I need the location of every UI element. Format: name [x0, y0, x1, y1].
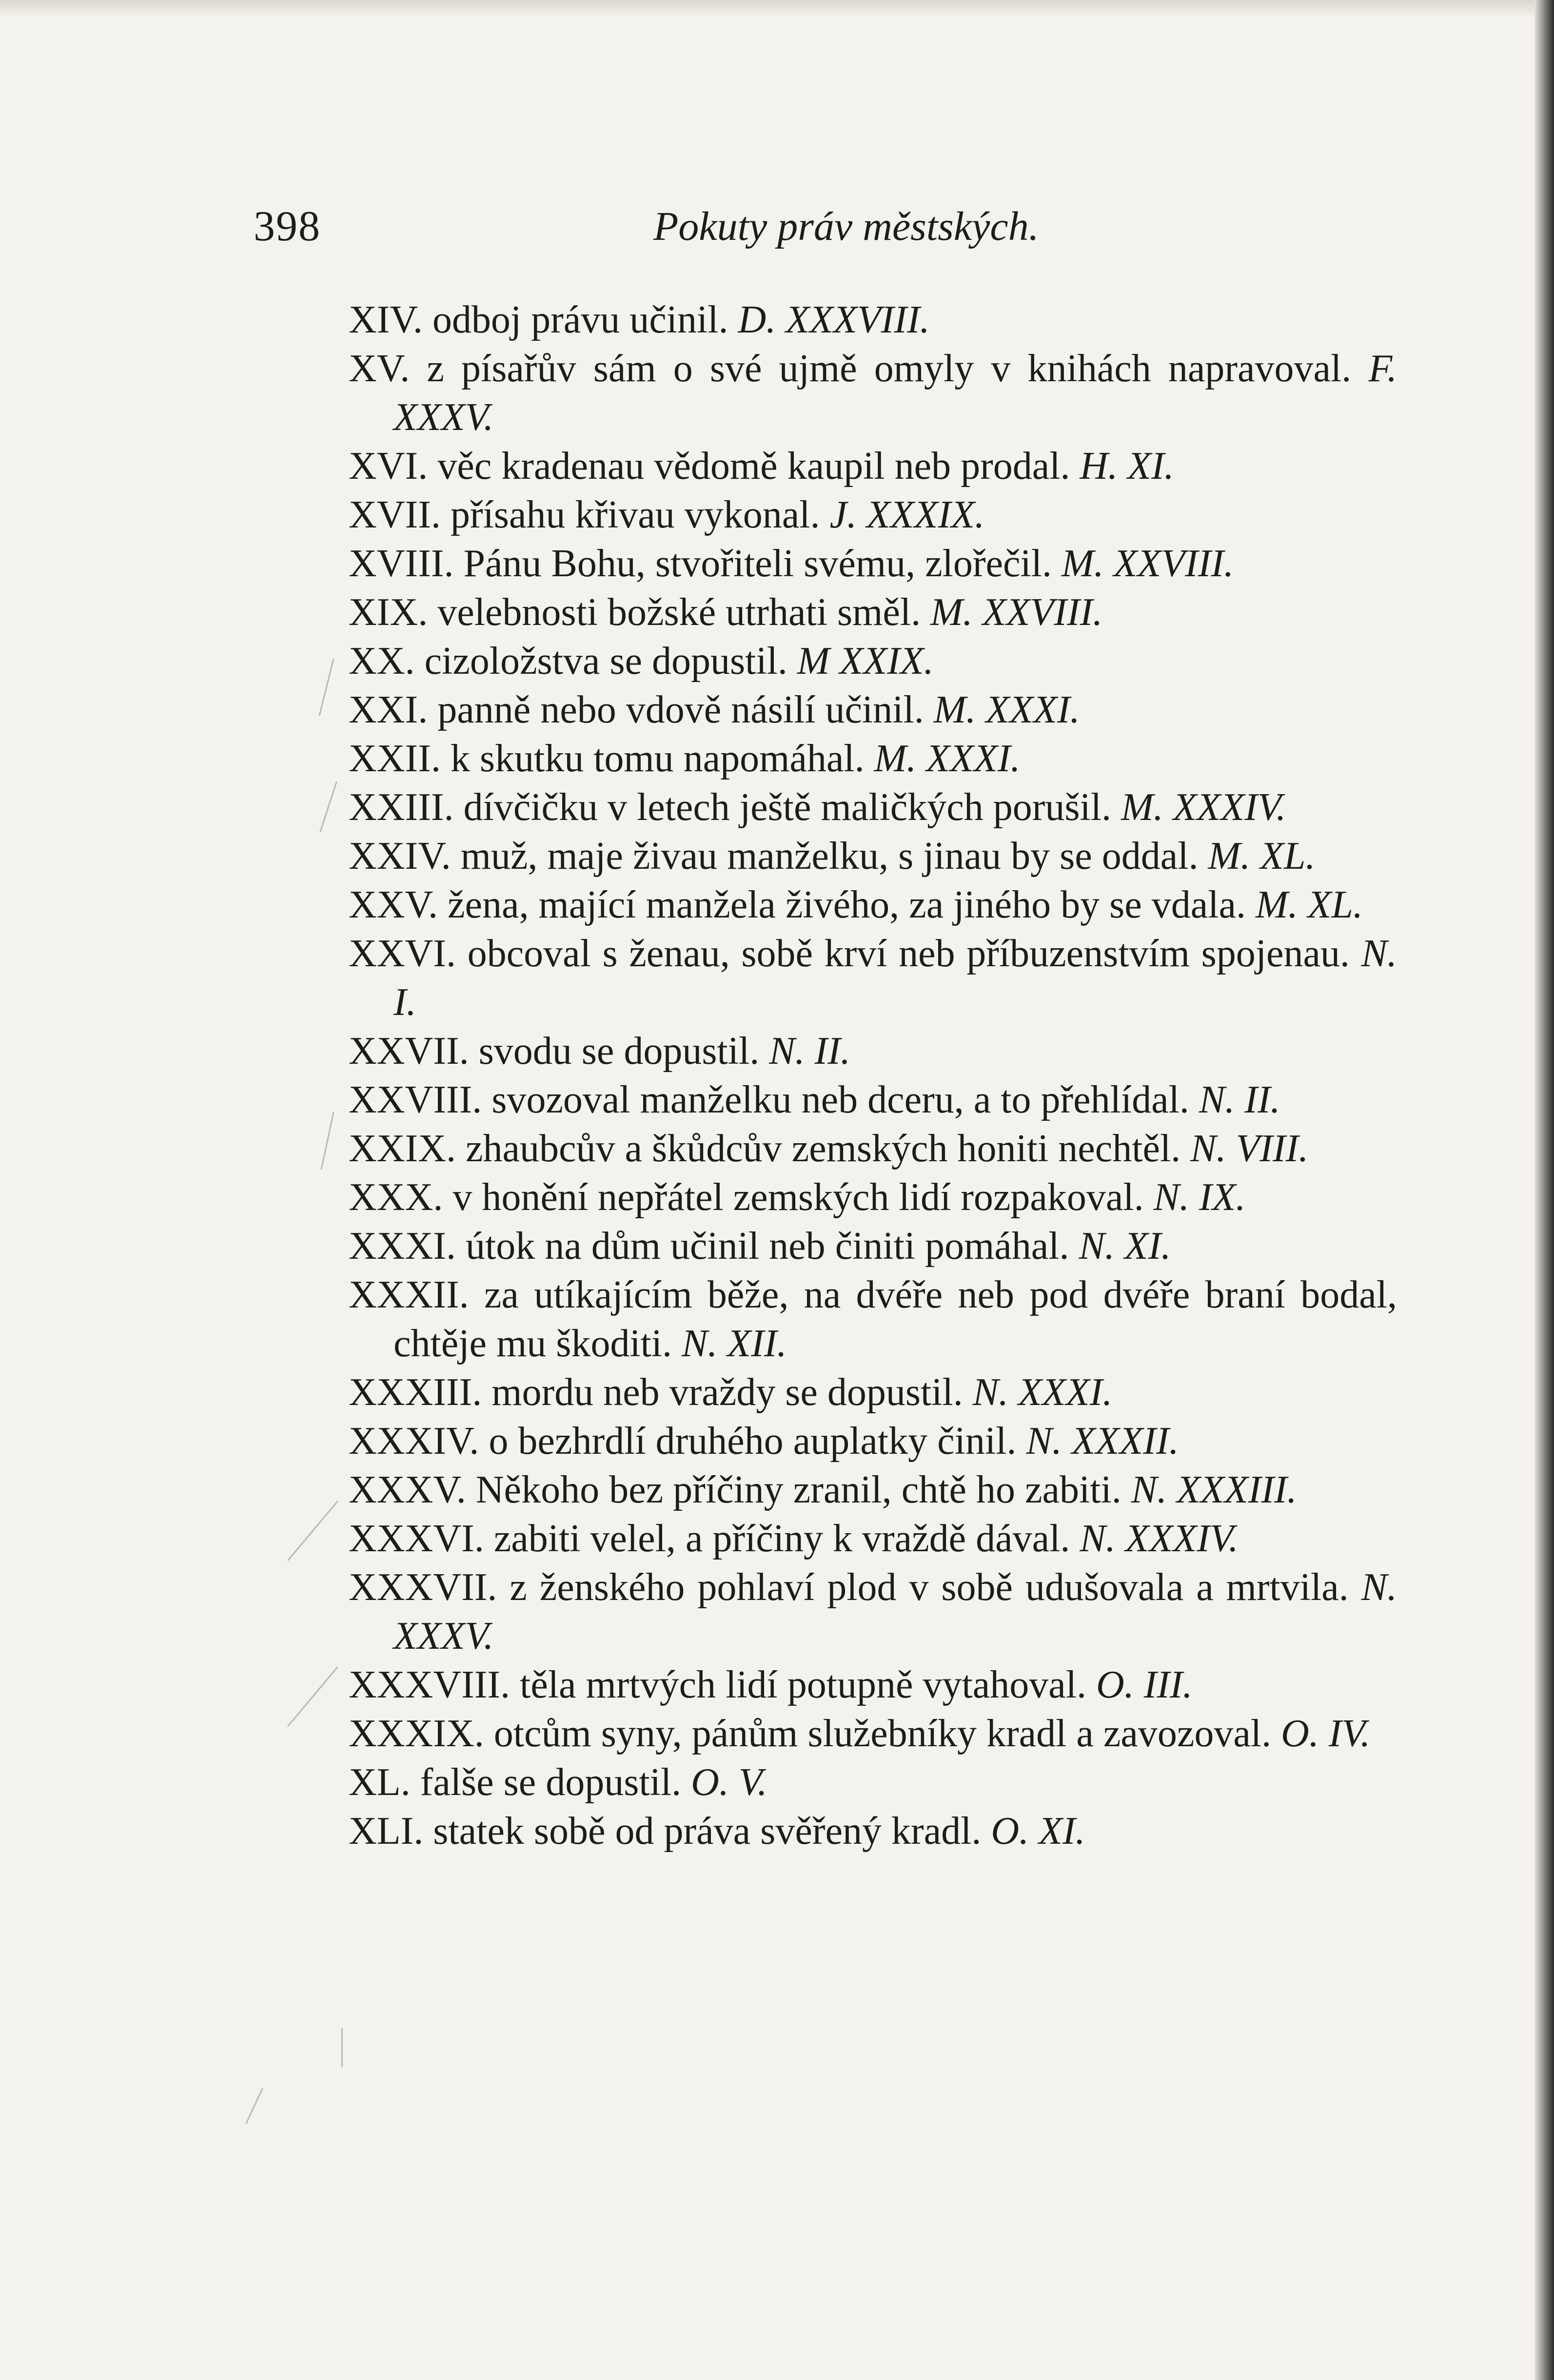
entry-reference: N. XXXV.: [393, 1566, 1397, 1658]
entry-reference: N. I.: [393, 932, 1397, 1024]
entry-reference: O. III.: [1096, 1663, 1193, 1706]
list-item: [349, 295, 1397, 344]
margin-pencil-mark: [321, 1112, 334, 1170]
list-item: [349, 1709, 1397, 1758]
list-item: [349, 1807, 1397, 1855]
entry-text: XXVIII. svozoval manželku neb dceru, a to přehlídal.: [349, 1078, 1189, 1121]
entry-reference: M. XL.: [1256, 883, 1363, 926]
entry-text: XXIII. dívčičku v letech ještě maličkých porušil.: [349, 786, 1111, 829]
entry-reference: N. XXXII.: [1026, 1420, 1179, 1463]
margin-pencil-mark: [319, 781, 337, 833]
entry-text: XXIV. muž, maje živau manželku, s jinau by se oddal.: [349, 835, 1199, 878]
scan-top-edge: [0, 0, 1554, 18]
penalty-list: [349, 295, 1397, 1855]
entry-text: XLI. statek sobě od práva svěřený kradl.: [349, 1810, 982, 1853]
entry-reference: N. XXXI.: [972, 1371, 1113, 1414]
entry-text: XXXV. Někoho bez příčiny zranil, chtě ho zabiti.: [349, 1468, 1121, 1511]
margin-pencil-mark: [287, 1666, 338, 1727]
page-header: [254, 195, 1395, 258]
list-item: [349, 1075, 1397, 1124]
list-item: [349, 1758, 1397, 1807]
entry-text: XXXIII. mordu neb vraždy se dopustil.: [349, 1371, 963, 1414]
entry-text: XXIX. zhaubcův a škůdcův zemských honiti nechtěl.: [349, 1127, 1181, 1170]
entry-reference: M. XXXIV.: [1121, 786, 1286, 829]
list-item: [349, 490, 1397, 539]
entry-text: XL. falše se dopustil.: [349, 1761, 682, 1804]
entry-text: XXXI. útok na dům učinil neb činiti pomáhal.: [349, 1225, 1069, 1268]
list-item: [349, 832, 1397, 880]
list-item: [349, 344, 1397, 442]
entry-text: XXXVII. z ženského pohlaví plod v sobě udušovala a mrtvila.: [349, 1566, 1349, 1609]
entry-text: XXI. panně nebo vdově násilí učinil.: [349, 688, 924, 731]
entry-reference: N. XXXIII.: [1131, 1468, 1297, 1511]
entry-reference: H. XI.: [1080, 445, 1174, 488]
list-item: [349, 929, 1397, 1027]
list-item: [349, 1514, 1397, 1563]
entry-reference: N. II.: [769, 1030, 850, 1073]
entry-text: XXVII. svodu se dopustil.: [349, 1030, 760, 1073]
entry-reference: M. XXXI.: [933, 688, 1080, 731]
margin-pencil-mark: [287, 1501, 338, 1561]
entry-reference: O. V.: [691, 1761, 767, 1804]
list-item: [349, 1270, 1397, 1368]
entry-text: XVI. věc kradenau vědomě kaupil neb prodal.: [349, 445, 1070, 488]
entry-text: XXVI. obcoval s ženau, sobě krví neb příbuzenstvím spojenau.: [349, 932, 1350, 975]
margin-pencil-mark: [245, 2088, 263, 2124]
entry-text: XXXII. za utíkajícím běže, na dvéře neb pod dvéře braní bodal, chtěje mu škoditi.: [349, 1273, 1397, 1365]
list-item: [349, 1660, 1397, 1709]
entry-reference: N. XII.: [682, 1322, 787, 1365]
margin-pencil-mark: [341, 2028, 343, 2067]
entry-reference: O. IV.: [1281, 1712, 1371, 1755]
list-item: [349, 1368, 1397, 1417]
entry-reference: M. XXVIII.: [930, 591, 1103, 634]
page-number: 398: [254, 203, 321, 250]
list-item: [349, 442, 1397, 490]
entry-text: XVII. přísahu křivau vykonal.: [349, 493, 820, 536]
list-item: [349, 588, 1397, 637]
margin-pencil-mark: [319, 659, 334, 716]
list-item: [349, 1173, 1397, 1222]
entry-text: XXX. v honění nepřátel zemských lidí rozpakoval.: [349, 1176, 1144, 1219]
entry-reference: N. IX.: [1153, 1176, 1246, 1219]
entry-reference: N. XXXIV.: [1080, 1517, 1239, 1560]
running-title: Pokuty práv městských.: [653, 204, 1039, 249]
entry-text: XXV. žena, mající manžela živého, za jiného by se vdala.: [349, 883, 1246, 926]
entry-text: XX. cizoložstva se dopustil.: [349, 640, 787, 683]
list-item: [349, 1027, 1397, 1075]
entry-reference: N. XI.: [1079, 1225, 1171, 1268]
list-item: [349, 1465, 1397, 1514]
entry-text: XIV. odboj právu učinil.: [349, 298, 728, 341]
list-item: [349, 1417, 1397, 1465]
scan-right-edge: [1534, 0, 1554, 2380]
entry-reference: M. XL.: [1208, 835, 1316, 878]
list-item: [349, 734, 1397, 783]
list-item: [349, 1563, 1397, 1660]
entry-reference: N. II.: [1199, 1078, 1280, 1121]
entry-reference: M. XXXI.: [874, 737, 1021, 780]
entry-reference: O. XI.: [991, 1810, 1085, 1853]
list-item: [349, 1222, 1397, 1270]
entry-reference: F. XXXV.: [393, 347, 1397, 439]
entry-reference: M. XXVIII.: [1061, 542, 1234, 585]
entry-text: XV. z písařův sám o své ujmě omyly v knihách napravoval.: [349, 347, 1352, 390]
list-item: [349, 783, 1397, 832]
entry-reference: N. VIII.: [1190, 1127, 1309, 1170]
entry-reference: M XXIX.: [797, 640, 934, 683]
entry-text: XIX. velebnosti božské utrhati směl.: [349, 591, 921, 634]
list-item: [349, 637, 1397, 685]
entry-text: XXXVIII. těla mrtvých lidí potupně vytahoval.: [349, 1663, 1086, 1706]
entry-text: XXXIX. otcům syny, pánům služebníky kradl a zavozoval.: [349, 1712, 1272, 1755]
list-item: [349, 539, 1397, 588]
entry-text: XXXVI. zabiti velel, a příčiny k vraždě dával.: [349, 1517, 1070, 1560]
list-item: [349, 1124, 1397, 1173]
entry-text: XXII. k skutku tomu napomáhal.: [349, 737, 865, 780]
entry-reference: D. XXXVIII.: [738, 298, 930, 341]
entry-text: XVIII. Pánu Bohu, stvořiteli svému, zlořečil.: [349, 542, 1052, 585]
list-item: [349, 880, 1397, 929]
entry-reference: J. XXXIX.: [829, 493, 985, 536]
list-item: [349, 685, 1397, 734]
entry-text: XXXIV. o bezhrdlí druhého auplatky činil.: [349, 1420, 1017, 1463]
